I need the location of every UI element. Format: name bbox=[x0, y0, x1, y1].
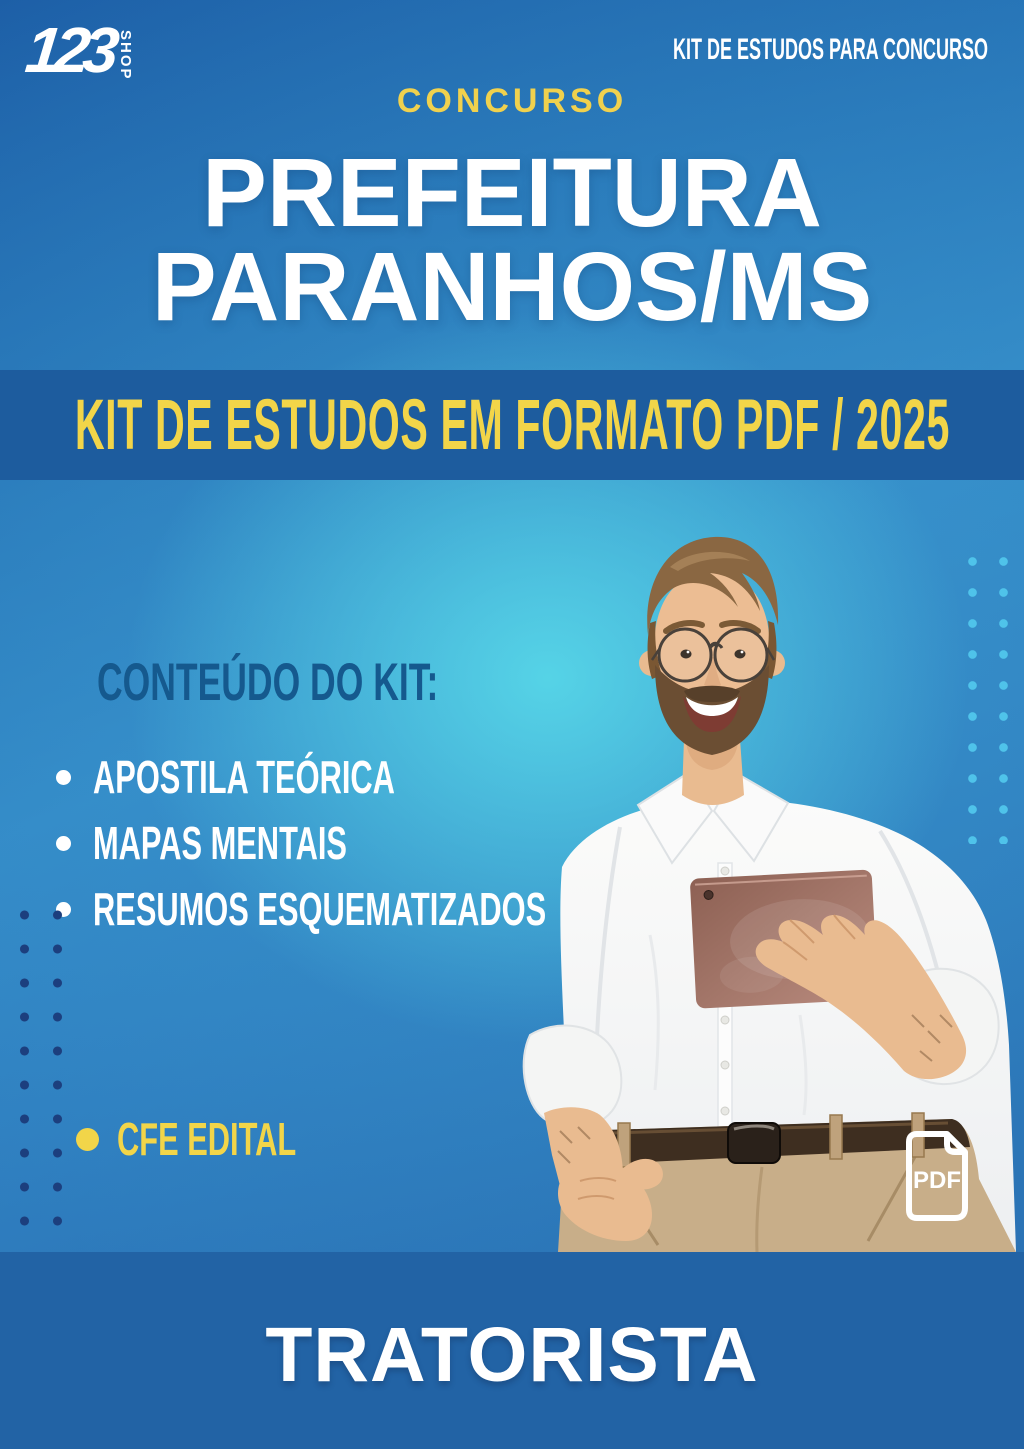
kit-item-label: MAPAS MENTAIS bbox=[93, 817, 347, 869]
bullet-dot-icon bbox=[56, 836, 71, 851]
title-line-1: PREFEITURA bbox=[202, 138, 822, 247]
logo-word: SHOP bbox=[116, 30, 134, 81]
head bbox=[639, 537, 785, 755]
logo-number: 123 bbox=[22, 14, 116, 86]
position-title: TRATORISTA bbox=[265, 1312, 759, 1398]
page-title bbox=[0, 138, 1024, 342]
cfe-edital-item bbox=[76, 1113, 384, 1165]
kit-heading: CONTEÚDO DO KIT: bbox=[97, 653, 439, 712]
left-dot-grid bbox=[8, 898, 74, 1234]
bullet-dot-icon bbox=[76, 1128, 99, 1151]
header-tagline: KIT DE ESTUDOS PARA CONCURSO bbox=[672, 33, 988, 66]
cfe-edital-label: CFE EDITAL bbox=[117, 1113, 297, 1165]
footer-banner bbox=[0, 1252, 1024, 1449]
bullet-dot-icon bbox=[56, 770, 71, 785]
tablet-camera bbox=[704, 890, 713, 899]
pdf-icon-label: PDF bbox=[913, 1167, 961, 1194]
title-line-2: PARANHOS/MS bbox=[151, 232, 873, 342]
shop-logo bbox=[22, 14, 134, 86]
kit-item-label: APOSTILA TEÓRICA bbox=[93, 751, 395, 803]
pdf-file-icon bbox=[903, 1128, 973, 1224]
ribbon-label: KIT DE ESTUDOS EM FORMATO PDF / 2025 bbox=[74, 385, 950, 465]
kit-item-label: RESUMOS ESQUEMATIZADOS bbox=[93, 883, 547, 935]
format-ribbon bbox=[0, 370, 1024, 480]
concurso-kicker: CONCURSO bbox=[396, 82, 628, 120]
